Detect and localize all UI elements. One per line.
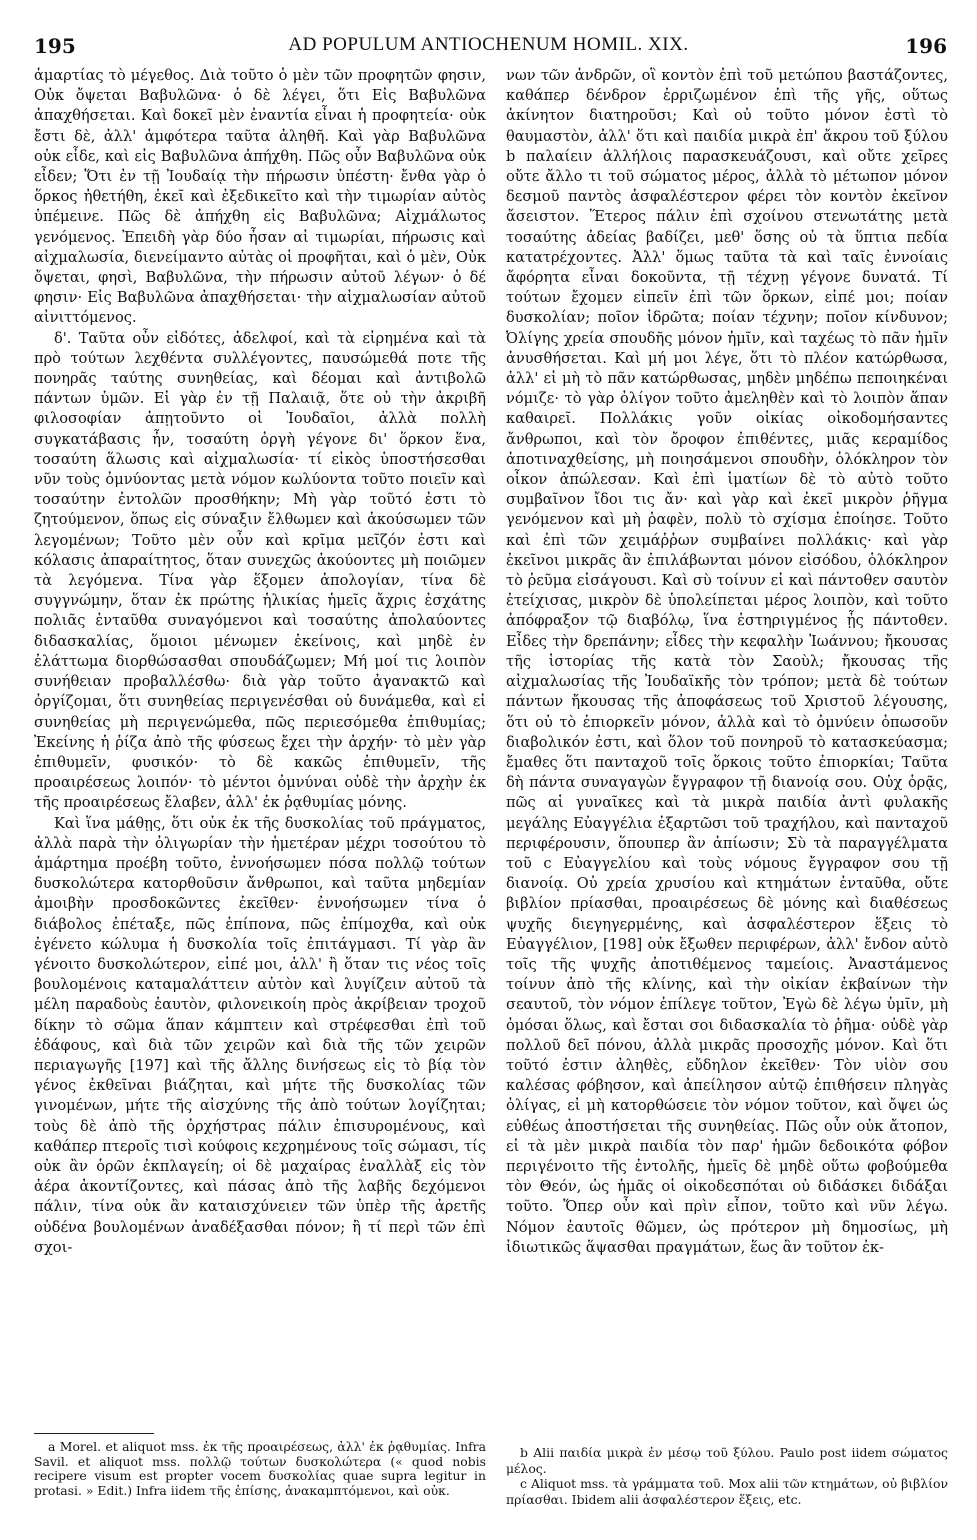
right-footnotes: [506, 1445, 948, 1507]
left-footnote-rule: [34, 1433, 154, 1434]
left-paragraph-2: δ'. Ταῦτα οὖν εἰδότες, ἀδελφοί, καὶ τὰ εἰρημένα καὶ τὰ πρὸ τούτων λεχθέντα συλλέγοντες, παυσώμεθά ποτε τῆς πονηρᾶς ταύτης συνηθείας, καὶ δέομαι καὶ ἀντιβολῶ πάντων ὑμῶν. Εἰ γὰρ ἐν τῇ Παλαιᾷ, ὅτε οὐ τὴν ἀκριβῆ φιλοσοφίαν ἀπῃτοῦντο οἱ Ἰουδαῖοι, ἀλλὰ πολλὴ συγκατάβασις ἦν, τοσαύτη ὀργὴ γέγονε δι' ὅρκον ἕνα, τοσαύτη ἅλωσις καὶ αἰχμαλωσία· τί εἰκὸς ὑποστήσεσθαι νῦν τοὺς ὀμνύοντας μετὰ νόμον κωλύοντα τοῦτο ποιεῖν καὶ τοσαύτην ἐντολῶν προσθήκην; Μὴ γὰρ τοῦτό ἐστι τὸ ζητούμενον, ὅπως εἰς σύναξιν ἔλθωμεν καὶ ἀκούσωμεν τῶν λεγομένων; Τοῦτο μὲν οὖν καὶ κρῖμα μεῖζόν ἐστι καὶ κόλασις ἀπαραίτητος, ὅταν συνεχῶς ἀκούοντες μὴ ποιῶμεν τὰ λεγόμενα. Τίνα γὰρ ἕξομεν ἀπολογίαν, τίνα δὲ συγγνώμην, ὅταν ἐκ πρώτης ἡλικίας ἡμεῖς ἄχρις ἐσχάτης πολιᾶς ἐνταῦθα συναγόμενοι καὶ τοσαύτης ἀπολαύοντες διδασκαλίας, ὅμοιοι μένωμεν ἐκείνοις, καὶ μηδὲ ἐν ἐλάττωμα διορθώσασθαι σπουδάζωμεν; Μή μοί τις λοιπὸν συνήθειαν προβαλλέσθω· διὰ γὰρ τοῦτο ἀγανακτῶ καὶ ὀργίζομαι, ὅτι συνηθείας περιγενέσθαι οὐ δυνάμεθα, καὶ εἰ συνηθείας μὴ περιγενώμεθα, πῶς περιεσόμεθα ἐπιθυμίας; Ἐκείνης ἡ ῥίζα ἀπὸ τῆς φύσεως ἔχει τὴν ἀρχήν· τὸ μὲν γὰρ ἐπιθυμεῖν, φυσικόν· τὸ δὲ κακῶς ἐπιθυμεῖν, τῆς προαιρέσεως λοιπόν· τὸ μέντοι ὀμνύναι οὐδὲ τὴν ἀρχὴν ἐκ τῆς προαιρέσεως ἔλαβεν, ἀλλ' ἐκ ῥᾳθυμίας μόνης.: [34, 329, 486, 812]
right-text-column: [506, 66, 948, 1446]
left-footnotes: [34, 1440, 486, 1498]
left-text-column: [34, 66, 486, 1421]
running-title: AD POPULUM ANTIOCHENUM HOMIL. XIX.: [288, 34, 689, 55]
left-paragraph-3: Καὶ ἵνα μάθῃς, ὅτι οὐκ ἐκ τῆς δυσκολίας τοῦ πράγματος, ἀλλὰ παρὰ τὴν ὀλιγωρίαν τὴν ἡμετέραν μέχρι τοσούτου τὸ ἁμάρτημα προέβη τοῦτο, ἐννοήσωμεν πόσα πολλῷ τούτων δυσκολώτερα κατορθοῦσιν ἄνθρωποι, καὶ ταῦτα μηδεμίαν ἀμοιβὴν προσδοκῶντες ἐκεῖθεν· ἐννοήσωμεν τίνα ὁ διάβολος ἐπέταξε, πῶς ἐπίπονα, πῶς ἐπίμοχθα, καὶ οὐκ ἐγένετο κώλυμα ἡ δυσκολία τοῖς ἐπιτάγμασι. Τί γὰρ ἂν γένοιτο δυσκολώτερον, εἰπέ μοι, ἀλλ' ἢ ὅταν τις νέος τοῖς βουλομένοις καταμαλάττειν αὐτὸν καὶ λυγίζειν αὐτοῦ τὰ μέλη παραδοὺς ἑαυτὸν, φιλονεικοίη πρὸς ἀκρίβειαν τροχοῦ δίκην τὸ σῶμα ἅπαν κάμπτειν καὶ στρέφεσθαι ἐπὶ τοῦ ἐδάφους, καὶ διὰ τῶν χειρῶν καὶ διὰ τῆς τῶν χειρῶν περιαγωγῆς [197] καὶ τῆς ἄλλης δινήσεως εἰς τὸ βίᾳ τὸν γένος ἐκθεῖναι βιάζηται, καὶ μήτε τῆς δυσκολίας τῶν γινομένων, μήτε τῆς αἰσχύνης τῆς ἀπὸ τούτων λογίζηται; τοὺς δὲ ἀπὸ τῆς ὀρχήστρας πάλιν ἐπισυρομένους, καὶ καθάπερ πτεροῖς τισὶ κούφοις κεχρημένους τοῖς σώμασι, τίς οὐκ ἂν ὁρῶν ἐκπλαγείη; οἱ δὲ μαχαίρας ἐναλλὰξ εἰς τὸν ἀέρα ἀκοντίζοντες, καὶ πάσας ἀπὸ τῆς λαβῆς δεχόμενοι πάλιν, τίνα οὐκ ἂν καταισχύνειεν τῶν ὑπὲρ τῆς ἀρετῆς οὐδένα βουλομένων ἀναδέξασθαι πόνον; ἢ τί περὶ τῶν ἐπὶ σχοι-: [34, 814, 486, 1256]
right-page-number: 196: [905, 34, 947, 58]
footnote-b: b Alii παιδία μικρὰ ἐν μέσῳ τοῦ ξύλου. Paulo post iidem σώματος μέλος.: [506, 1445, 948, 1476]
page-header: [0, 0, 977, 60]
left-paragraph-1: ἁμαρτίας τὸ μέγεθος. Διὰ τοῦτο ὁ μὲν τῶν προφητῶν φησιν, Οὐκ ὄψεται Βαβυλῶνα· ὁ δὲ λέγει, ὅτι Εἰς Βαβυλῶνα ἀπαχθήσεται. Καὶ δοκεῖ μὲν ἐναντία εἶναι ἡ προφητεία· οὐκ ἔστι δὲ, ἀλλ' ἀμφότερα ταῦτα ἀληθῆ. Καὶ γὰρ Βαβυλῶνα οὐκ εἶδε, καὶ εἰς Βαβυλῶνα ἀπήχθη. Πῶς οὖν Βαβυλῶνα οὐκ εἶδεν; Ὅτι ἐν τῇ Ἰουδαίᾳ τὴν πήρωσιν ὑπέστη· ἔνθα γὰρ ὁ ὅρκος ἠθετήθη, ἐκεῖ καὶ ἐξεδικεῖτο καὶ τὴν τιμωρίαν αὐτὸς ὑπέμεινε. Πῶς δὲ ἀπήχθη εἰς Βαβυλῶνα; Αἰχμάλωτος γενόμενος. Ἐπειδὴ γὰρ δύο ἦσαν αἱ τιμωρίαι, πήρωσις καὶ αἰχμαλωσία, διενείμαντο αὐτὰς οἱ προφῆται, καὶ ὁ μὲν, Οὐκ ὄψεται, φησὶ, Βαβυλῶνα, τὴν πήρωσιν αὐτοῦ λέγων· ὁ δέ φησιν· Εἰς Βαβυλῶνα ἀπαχθήσεται· τὴν αἰχμαλωσίαν αὐτοῦ αἰνιττόμενος.: [34, 67, 486, 327]
right-paragraph-1: νων τῶν ἀνδρῶν, οἳ κοντὸν ἐπὶ τοῦ μετώπου βαστάζοντες, καθάπερ δένδρον ἐρριζωμένον ἐπὶ τῆς γῆς, οὕτως ἀκίνητον διατηροῦσι; Καὶ οὐ τοῦτο μόνον ἐστὶ τὸ θαυμαστὸν, ἀλλ' ὅτι καὶ παιδία μικρὰ ἐπ' ἄκρου τοῦ ξύλου b παλαίειν ἀλλήλοις παρασκευάζουσι, καὶ οὔτε χεῖρες οὔτε ἄλλο τι τοῦ σώματος μέρος, ἀλλὰ τὸ μέτωπον μόνον δεσμοῦ παντὸς ἀσφαλέστερον φέρει τὸν κοντὸν ἐκεῖνον ἄσειστον. Ἕτερος πάλιν ἐπὶ σχοίνου στενωτάτης μετὰ τοσαύτης ἀδείας βαδίζει, μεθ' ὅσης οὐ τὰ ὕπτια πεδία κατατρέχοντες. Ἀλλ' ὅμως ταῦτα τὰ καὶ ταῖς ἐννοίαις ἄφόρητα εἶναι δοκοῦντα, τῇ τέχνῃ γέγονε δυνατά. Τί τούτων ἔχομεν εἰπεῖν ἐπὶ τῶν ὅρκων, εἰπέ μοι; ποίαν δυσκολίαν; ποῖον ἱδρῶτα; ποίαν τέχνην; ποῖον κίνδυνον; Ὀλίγης χρεία σπουδῆς μόνον ἡμῖν, καὶ ταχέως τὸ πᾶν ἡμῖν ἀνυσθήσεται. Καὶ μή μοι λέγε, ὅτι τὸ πλέον κατώρθωσα, ἀλλ' εἰ μὴ τὸ πᾶν κατώρθωσας, μηδὲν μηδέπω πεποιηκέναι νόμιζε· τὸ γὰρ ὀλίγον τοῦτο ἀμεληθὲν καὶ τὸ λοιπὸν ἅπαν καθαιρεῖ. Πολλάκις γοῦν οἰκίας οἰκοδομήσαντες ἄνθρωποι, καὶ τὸν ὄροφον ἐπιθέντες, μιᾶς κεραμίδος ἀποτιναχθείσης, μὴ ποιησάμενοι σπουδὴν, ὁλόκληρον τὸν οἶκον ἀπώλεσαν. Καὶ ἐπὶ ἱματίων δὲ τὸ αὐτὸ τοῦτο συμβαῖνον ἴδοι τις ἄν· καὶ γὰρ καὶ ἐκεῖ μικρὸν ῥῆγμα γενόμενον καὶ μὴ ῥαφὲν, πολὺ τὸ σχίσμα ἐποίησε. Τοῦτο καὶ ἐπὶ τῶν χειμάῤῥων συμβαίνει πολλάκις· καὶ γὰρ ἐκεῖνοι μικρᾶς ἂν ἐπιλάβωνται μόνον εἰσόδου, ὁλόκληρον τὸ ῥεῦμα εἰσάγουσι. Καὶ σὺ τοίνυν εἰ καὶ πάντοθεν σαυτὸν ἐτείχισας, μικρὸν δὲ ὑπολείπεται μέρος λοιπὸν, καὶ τοῦτο ἀπόφραξον τῷ διαβόλῳ, ἵνα ἐστηριγμένος ᾖς πάντοθεν. Εἶδες τὴν δρεπάνην; εἶδες τὴν κεφαλὴν Ἰωάννου; ἤκουσας τῆς ἱστορίας τῆς κατὰ τὸν Σαοὺλ; ἤκουσας τῆς αἰχμαλωσίας τῆς Ἰουδαϊκῆς τὸν τρόπον; μετὰ δὲ τούτων πάντων ἤκουσας τῆς ἀποφάσεως τοῦ Χριστοῦ λέγουσης, ὅτι οὐ τὸ ἐπιορκεῖν μόνον, ἀλλὰ καὶ τὸ ὀμνύειν ὁπωσοῦν διαβολικόν ἐστι, καὶ ὅλον τοῦ πονηροῦ τὸ κατασκεύασμα; ἔμαθες ὅτι πανταχοῦ τοῖς ὅρκοις τοῦτο ἐπιορκίαι; Ταῦτα δὴ πάντα συναγαγὼν ἔγγραφον τῇ διανοίᾳ σου. Οὐχ ὁρᾷς, πῶς αἱ γυναῖκες καὶ τὰ μικρὰ παιδία ἀντὶ φυλακῆς μεγάλης Εὐαγγέλια ἐξαρτῶσι τοῦ τραχήλου, καὶ πανταχοῦ περιφέρουσιν, ὅπουπερ ἂν ἀπίωσιν; Σὺ τὰ παραγγέλματα τοῦ c Εὐαγγελίου καὶ τοὺς νόμους ἔγγραφον σου τῇ διανοίᾳ. Οὐ χρεία χρυσίου καὶ κτημάτων ἐνταῦθα, οὔτε βιβλίον πρίασθαι, προαιρέσεως δὲ μόνης καὶ διαθέσεως ψυχῆς διεγηγερμένης, καὶ ἀσφαλέστερον ἕξεις τὸ Εὐαγγέλιον, [198] οὐκ ἔξωθεν περιφέρων, ἀλλ' ἔνδον αὐτὸ τοῖς τῆς ψυχῆς ἀποτιθέμενος ταμείοις. Ἀναστάμενος τοίνυν ἀπὸ τῆς κλίνης, καὶ τὴν οἰκίαν ἐκβαίνων τὴν σεαυτοῦ, τὸν νόμον ἐπίλεγε τοῦτον, Ἐγὼ δὲ λέγω ὑμῖν, μὴ ὀμόσαι ὅλως, καὶ ἔσται σοι διδασκαλία τὸ ῥῆμα· οὐδὲ γὰρ πολλοῦ δεῖ πόνου, ἀλλὰ μικρᾶς προσοχῆς μόνον. Καὶ ὅτι τοῦτό ἐστιν ἀληθὲς, εὔδηλον ἐκεῖθεν· Τὸν υἱὸν σου καλέσας φόβησον, καὶ ἀπείλησον αὐτῷ ἐπιθήσειν πληγὰς ὀλίγας, εἰ μὴ κατορθώσειε τὸν νόμον τοῦτον, καὶ ὄψει ὡς εὐθέως ἀποστήσεται τῆς συνηθείας. Πῶς οὖν οὐκ ἄτοπον, εἰ τὰ μὲν μικρὰ παιδία τὸν παρ' ἡμῶν δεδοικότα φόβον περιγένοιτο τῆς ἐντολῆς, ἡμεῖς δὲ μηδὲ οὕτω φοβούμεθα τὸν Θεόν, ὡς ἡμᾶς οἱ οἰκοδεσπόται οὐ διδάσκει διδάξαι τοῦτο. Ὅπερ οὖν καὶ πρὶν εἶπον, τοῦτο καὶ νῦν λέγω. Νόμον ἑαυτοῖς θῶμεν, ὡς πρότερον μὴ δημοσίως, μὴ ἰδιωτικῶς ἅψασθαι πραγμάτων, ἕως ἂν τοῦτον ἐκ-: [506, 67, 948, 1256]
footnote-c: c Aliquot mss. τὰ γράμματα τοῦ. Mox alii τῶν κτημάτων, οὐ βιβλίον πρίασθαι. Ibidem alii ἀσφαλέστερον ἕξεις, etc.: [506, 1476, 948, 1507]
left-page-number: 195: [34, 34, 76, 58]
footnote-a: a Morel. et aliquot mss. ἐκ τῆς προαιρέσεως, ἀλλ' ἐκ ῥᾳθυμίας. Infra Savil. et aliquot mss. πολλῷ τούτων δυσκολώτερα (« quod nobis recipere visum est propter vocem δυσκολίας quae supra legitur in protasi. » Edit.) Infra iidem τῆς ἐπίσης, ἀνακαμπτόμενοι, καὶ οὐκ.: [34, 1439, 486, 1498]
